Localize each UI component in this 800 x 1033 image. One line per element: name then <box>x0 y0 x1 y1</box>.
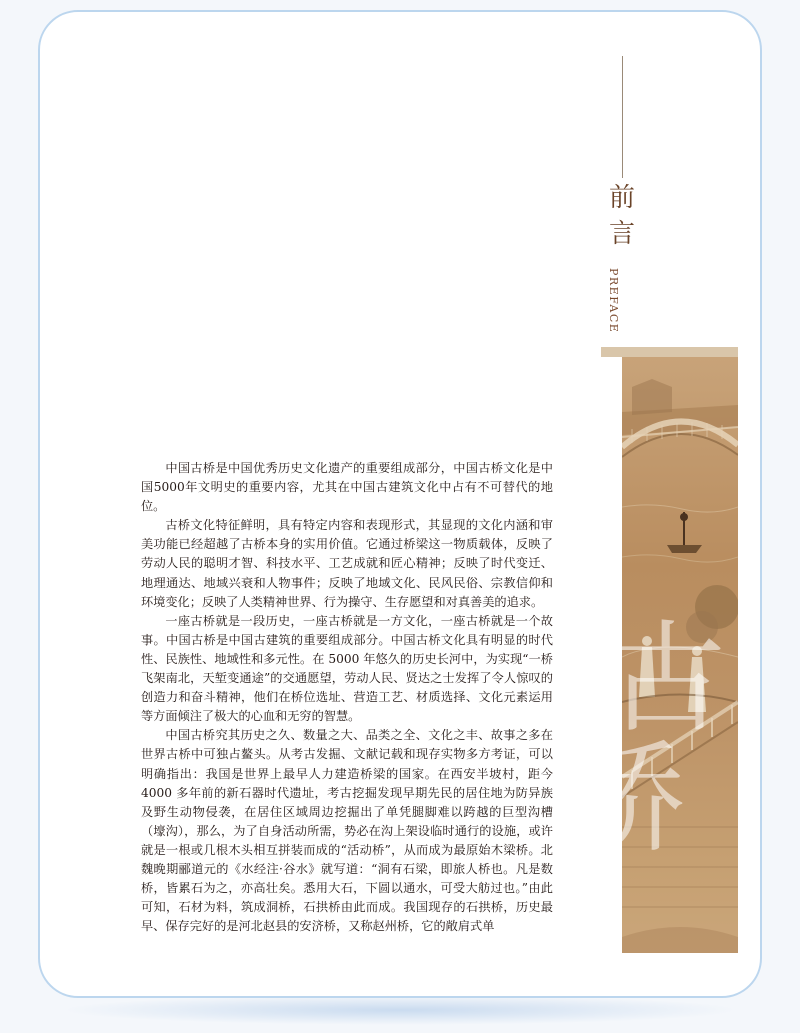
heading-divider <box>622 56 623 178</box>
page-subtitle <box>600 268 640 338</box>
subtitle-text: PREFACE <box>607 268 620 334</box>
paragraph-4: 中国古桥究其历史之久、数量之大、品类之全、文化之丰、故事之多在世界古桥中可独占鳌头。从考古发掘、文献记载和现存实物多方考证，可以明确指出：我国是世界上最早人力建造桥梁的国家。在西安半坡村，距今 4000 多年前的新石器时代遗址，考古挖掘发现早期先民的居住地为防异族及野生动物侵袭，在居住区域周边挖掘出了单凭腿脚难以跨越的巨型沟槽（壕沟），那么，为了自身活动所需，势必在沟上架设临时通行的设施，或许就是一根或几根木头相互拼装而成的“活动桥”，从而成为最原始木梁桥。北魏晚期郦道元的《水经注·谷水》就写道：“洞有石梁，即旅人桥也。凡是数桥，皆累石为之，亦高壮矣。悉用大石，下圆以通水，可受大舫过也。”由此可知，石材为料，筑成洞桥，石拱桥由此而成。我国现存的石拱桥，历史最早、保存完好的是河北赵县的安济桥，又称赵州桥，它的敞肩式单 <box>141 728 553 934</box>
title-char-2: 言 <box>608 219 635 249</box>
page-title <box>600 180 644 252</box>
frame-shadow <box>60 995 740 1025</box>
paragraph-2: 古桥文化特征鲜明，具有特定内容和表现形式，其显现的文化内涵和审美功能已经超越了古桥本身的实用价值。它通过桥梁这一物质载体，反映了劳动人民的聪明才智、科技水平、工艺成就和匠心精神；反映了时代变迁、地理通达、地域兴衰和人物事件；反映了地域文化、民风民俗、宗教信仰和环境变化；反映了人类精神世界、行为操守、生存愿望和对真善美的追求。 <box>141 518 553 609</box>
title-char-1: 前 <box>608 183 635 213</box>
art-header-bar <box>601 347 738 357</box>
calligraphy-char-1: 古 <box>606 610 726 749</box>
preface-body <box>141 459 553 936</box>
calligraphy-char-2: 桥 <box>566 730 686 869</box>
paragraph-1: 中国古桥是中国优秀历史文化遗产的重要组成部分，中国古桥文化是中国5000年文明史的重要内容，尤其在中国古建筑文化中占有不可替代的地位。 <box>141 461 553 514</box>
paragraph-3: 一座古桥就是一段历史，一座古桥就是一方文化，一座古桥就是一个故事。中国古桥是中国古建筑的重要组成部分。中国古桥文化具有明显的时代性、民族性、地域性和多元性。在 5000 年悠久的历史长河中，为实现“一桥飞架南北，天堑变通途”的交通愿望，劳动人民、贤达之士发挥了令人惊叹的创造力和奋斗精神，他们在桥位选址、营造工艺、材质选择、文化元素运用等方面倾注了极大的心血和无穷的智慧。 <box>141 613 553 724</box>
calligraphy-watermark <box>566 610 726 880</box>
